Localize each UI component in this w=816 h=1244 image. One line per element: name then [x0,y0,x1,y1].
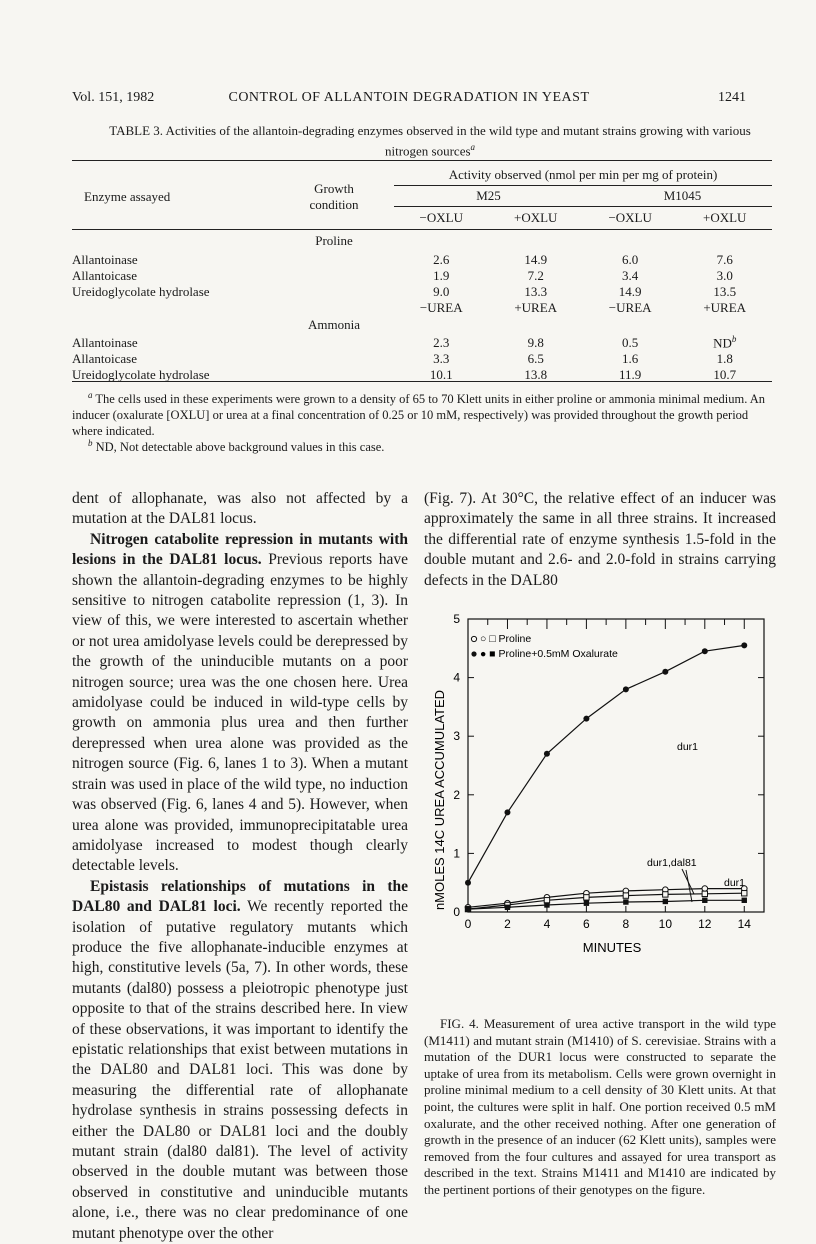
data-point [702,898,707,903]
table-row: Ureidoglycolate hydrolase 9.0 13.3 14.9 13.5 [72,284,737,299]
data-point [584,901,589,906]
legend-entry: ● ■ Proline+0.5mM Oxalurate [480,648,618,660]
journal-title: CONTROL OF ALLANTOIN DEGRADATION IN YEAST [228,90,590,105]
x-tick-label: 14 [737,917,751,931]
header-enzyme: Enzyme assayed [84,189,171,204]
table-row: Allantoinase 2.3 9.8 0.5 $ND^b$ [72,334,737,351]
sub-header: −UREA [608,300,652,315]
y-axis-label: nMOLES 14C UREA ACCUMULATED [432,689,447,911]
condition-proline: Proline [315,233,353,248]
data-point [465,880,471,886]
data-point [623,899,628,904]
sub-header: −OXLU [419,210,463,225]
table-row: Allantoicase 3.3 6.5 1.6 1.8 [72,351,733,367]
paragraph: Epistasis relationships of mutations in the DAL80 and DAL81 loci. We recently reported the isolation of putative regulatory mutants which produce the five allophanate-inducible enzymes at high, constitutive levels (5a, 7). In other words, these mutants (dal80) possess a pleiotropic phenotype just opposite to that of the strains described here. In view of these observations, it was important to identify the epistatic relationships that exist between mutations in the DAL80 and DAL81 loci. This was done by measuring the differential rate of allophanate hydrolase synthesis in strains possessing defects in either the DAL80 or DAL81 loci and the doubly mutant strain (dal80 dal81). The level of activity observed in the double mutant was between those observed in constitutive and uninducible mutants alone, i.e., there was no clear predominance of one mutant phenotype over the other [72,877,408,1242]
data-point [742,891,747,896]
legend-marker [471,651,476,656]
curve-label-dur1-lower: dur1 [724,877,746,889]
data-point [544,751,550,757]
footnote-b: $^b$ ND, Not detectable above background values in this case. [88,438,385,455]
table-caption: TABLE 3. Activities of the allantoin-degrading enzymes observed in the wild type and mutant strains growing with various nitrogen sources$^a$ [109,123,751,159]
x-tick-label: 4 [543,917,551,931]
data-point [702,886,708,892]
volume-label: Vol. 151, 1982 [72,90,155,105]
y-tick-label: 2 [453,787,460,802]
y-tick-label: 4 [453,670,460,685]
table-3 [72,165,772,383]
plot-frame [468,619,764,912]
table-rule-top [72,160,772,161]
section-heading: Epistasis relationships of mutations in the DAL80 and DAL81 loci. [72,877,408,916]
data-point [504,809,510,815]
sub-header: +OXLU [702,210,747,225]
table-row: Allantoinase 2.6 14.9 6.0 7.6 [72,252,733,267]
data-point [662,669,668,675]
sub-header: +UREA [703,300,747,315]
footnote-a: $^a$ The cells used in these experiments were grown to a density of 65 to 70 Klett units in either proline or ammonia minimal medium. An inducer (oxalurate [OXLU] or urea at a final concentration of 0.25 or 10 mM, respectively) was provided throughout the growth period where indicated. [72,390,766,439]
sub-header: +UREA [514,300,558,315]
left-column [72,489,408,1244]
sub-header: −UREA [419,300,463,315]
x-tick-label: 0 [464,917,472,931]
figure-4-caption: FIG. 4. Measurement of urea active transport in the wild type (M1411) and mutant strain (M1410) of S. cerevisiae. Strains with a mutation of the DUR1 locus were constructed to separate the uptake of urea from its metabolism. Cells were grown overnight in proline minimal medium to a cell density of 30 Klett units. At that point, the cultures were split in half. One portion received 0.5 mM oxalurate, and the other received nothing. After one generation of growth in the presence of an inducer (62 Klett units), samples were removed from the four cultures and assayed for urea transport as described in the text. Strains M1411 and M1410 are indicated by the pertinent portions of their genotypes on the figure. [424,1016,776,1197]
y-tick-label: 3 [453,729,460,744]
data-point [663,892,668,897]
right-column [424,489,776,591]
data-point [702,648,708,654]
data-point [741,642,747,648]
x-axis-label: MINUTES [582,940,642,955]
header-activity: Activity observed (nmol per min per mg of protein) [394,165,772,186]
curve-label-dur1: dur1 [677,741,699,753]
data-point [544,898,549,903]
y-tick-label: 0 [453,905,460,919]
table-row: Ureidoglycolate hydrolase 10.1 13.8 11.9 10.7 [72,367,737,383]
table-rule-bottom [72,381,772,382]
y-tick-label: 5 [453,612,460,626]
header-strain-m1045: M1045 [583,186,772,207]
curve-label-dur1-dal81: dur1,dal81 [647,857,697,869]
sub-header: +OXLU [513,210,558,225]
header-growth: Growth condition [309,181,359,212]
sub-header: −OXLU [608,210,652,225]
condition-ammonia: Ammonia [308,317,360,332]
data-point [702,891,707,896]
data-point [583,716,589,722]
figure-4-chart [424,612,776,1007]
x-tick-label: 12 [698,917,712,931]
paragraph: dent of allophanate, was also not affected by a mutation at the DAL81 locus. [72,490,408,528]
legend-entry: ○ □ Proline [480,633,532,645]
data-point [584,895,589,900]
data-point [742,898,747,903]
label-leader [686,870,692,902]
running-header [72,90,746,110]
series-line [468,645,744,882]
x-tick-label: 10 [658,917,673,931]
table-row: Allantoicase 1.9 7.2 3.4 3.0 [72,268,733,283]
page-number: 1241 [718,90,746,105]
data-point [623,893,628,898]
section-heading: Nitrogen catabolite repression in mutants with lesions in the DAL81 locus. [72,530,408,569]
data-point [623,686,629,692]
data-point [544,902,549,907]
x-tick-label: 6 [583,917,590,931]
x-tick-label: 2 [504,917,511,931]
data-point [663,899,668,904]
data-point [505,905,510,910]
paragraph: (Fig. 7). At 30°C, the relative effect of an inducer was approximately the same in all three strains. It increased the differential rate of enzyme synthesis 1.5-fold in the double mutant and 2.6- and 2.0-fold in strains carrying defects in the DAL80 [424,490,776,589]
y-tick-label: 1 [453,846,460,861]
paragraph: Nitrogen catabolite repression in mutants with lesions in the DAL81 locus. Previous reports have shown the allantoin-degrading enzymes to be highly sensitive to nitrogen catabolite repression (1, 3). In view of this, we were interested to ascertain whether or not urea amidolyase levels could be derepressed by the growth of the uninducible mutants on a poor nitrogen source; urea was the one chosen here. Urea amidolyase could be induced in wild-type cells by growth on ammonia plus urea and then further derepressed when urea alone was provided as the nitrogen source (Fig. 6, lanes 1 to 3). When a mutant strain was used in place of the wild type, no induction was observed (Fig. 6, lanes 4 and 5). However, when urea alone was provided, immunoprecipitatable urea amidolyase increased to modest though clearly detectable levels. [72,530,408,875]
header-strain-m25: M25 [394,186,583,207]
legend-marker [471,636,476,641]
data-point [465,906,470,911]
x-tick-label: 8 [622,917,630,931]
